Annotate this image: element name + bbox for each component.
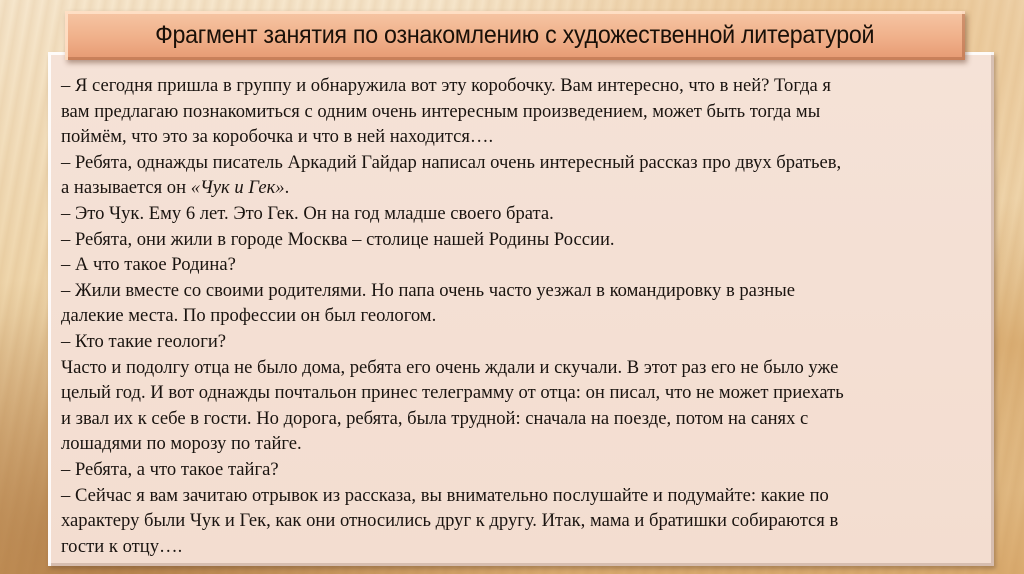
- lesson-text: [61, 73, 981, 559]
- text-line: – Ребята, а что такое тайга?: [61, 458, 279, 480]
- text-line: лошадями по морозу по тайге.: [61, 433, 302, 455]
- text-line: – Я сегодня пришла в группу и обнаружила вот эту коробочку. Вам интересно, что в ней? Тогда я: [61, 75, 831, 96]
- text-line: – Кто такие геологи?: [61, 330, 227, 352]
- text-line: – Ребята, однажды писатель Аркадий Гайдар написал очень интересный рассказ про двух братьев,: [61, 151, 842, 173]
- text-line: поймём, что это за коробочка и что в ней находится….: [61, 126, 494, 148]
- content-box: [48, 52, 994, 566]
- text-line: и звал их к себе в гости. Но дорога, ребята, была трудной: сначала на поезде, потом на санях с: [61, 407, 809, 429]
- text-line: – А что такое Родина?: [61, 254, 236, 276]
- text-line-story-title: [61, 175, 981, 201]
- slide-title: Фрагмент занятия по ознакомлению с художественной литературой: [155, 21, 875, 49]
- text-line: гости к отцу….: [61, 535, 183, 557]
- story-intro: а называется он: [61, 177, 191, 199]
- text-line: характеру были Чук и Гек, как они относились друг к другу. Итак, мама и братишки собираются в: [61, 510, 839, 532]
- text-line: – Ребята, они жили в городе Москва – столице нашей Родины России.: [61, 228, 615, 250]
- text-line: – Это Чук. Ему 6 лет. Это Гек. Он на год младше своего брата.: [61, 202, 554, 224]
- text-line: – Жили вместе со своими родителями. Но папа очень часто уезжал в командировку в разные: [61, 279, 795, 301]
- text-line: целый год. И вот однажды почтальон принес телеграмму от отца: он писал, что не может приехать: [61, 382, 844, 404]
- text-line: далекие места. По профессии он был геологом.: [61, 305, 437, 327]
- text-line: вам предлагаю познакомиться с одним очень интересным произведением, может быть тогда мы: [61, 100, 821, 122]
- story-title: «Чук и Гек»: [190, 177, 285, 199]
- title-box: [65, 11, 965, 60]
- text-line: – Сейчас я вам зачитаю отрывок из рассказа, вы внимательно послушайте и подумайте: какие по: [61, 484, 829, 506]
- text-line: Часто и подолгу отца не было дома, ребята его очень ждали и скучали. В этот раз его не было уже: [61, 356, 839, 378]
- story-suffix: .: [284, 177, 290, 199]
